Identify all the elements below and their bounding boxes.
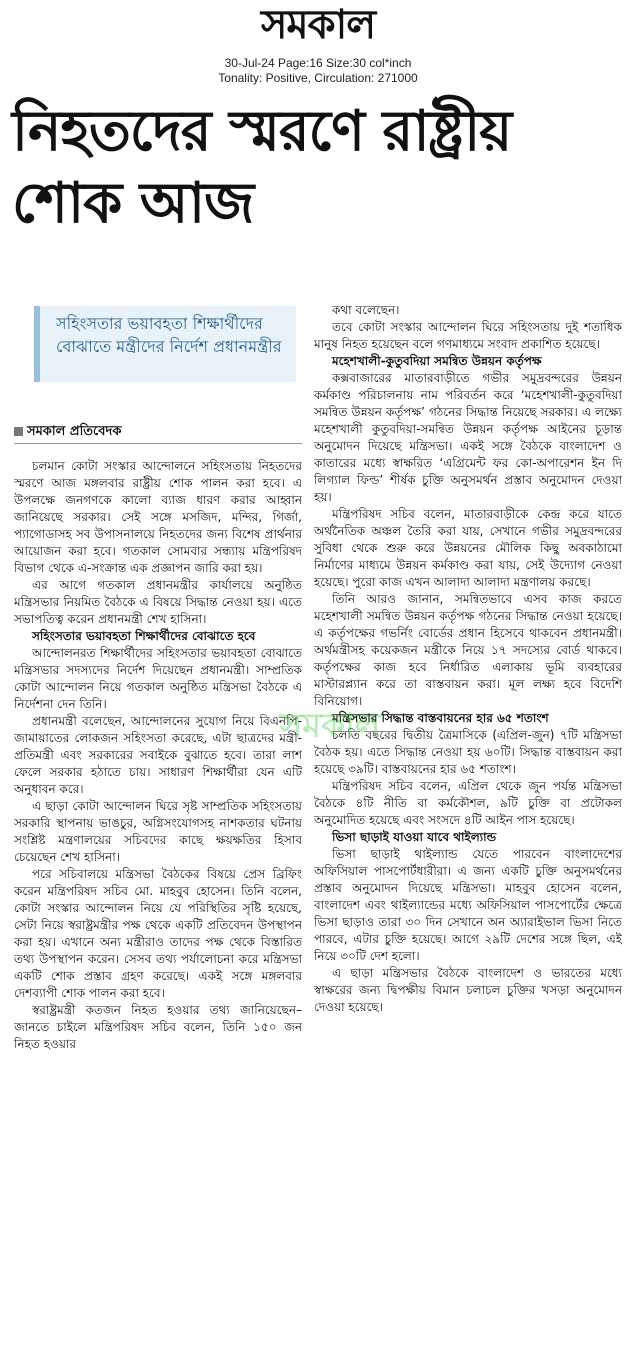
paragraph: প্রধানমন্ত্রী বলেছেন, আন্দোলনের সুযোগ নিয়ে বিএনপি-জামায়াতের লোকজন সহিংসতা করেছে, এটা ছাত্রদের মন্ত্রী-প্রতিমন্ত্রী এবং সরকারের সবাইকে বুঝাতে হবে। তারা লাশ ফেলে সরকার হঠাতে চায়। সাধারণ শিক্ষার্থীরা যেন এটি অনুধাবন করে। <box>14 714 302 796</box>
paragraph: ভিসা ছাড়াই থাইল্যান্ড যেতে পারবেন বাংলাদেশের অফিসিয়াল পাসপোর্টধারীরা। এ জন্য একটি চুক্তি অনুসমর্থনের প্রস্তাব অনুমোদন দিয়েছে মন্ত্রিসভা। মাহবুব হোসেন বলেন, বাংলাদেশ এবং থাইল্যান্ডের মধ্যে অফিসিয়াল পাসপোর্টের ক্ষেত্রে ভিসা ছাড়াও তারা ৩০ দিন সেখানে অন অ্যারাইভাল ভিসা নিতে পারবে, এটার চুক্তি হয়েছে। আগে ২৯টি দেশের সঙ্গে ছিল, এই নিয়ে ৩০টি দেশ হলো। <box>314 847 622 963</box>
section-heading: মহেশখালী-কুতুবদিয়া সমন্বিত উন্নয়ন কর্তৃপক্ষ <box>332 354 542 368</box>
paragraph: কক্সবাজারের মাতারবাড়ীতে গভীর সমুদ্রবন্দরের উন্নয়ন কর্মকাণ্ড পরিচালনায় নাম পরিবর্তন করে ‘মহেশখালী-কুতুবদিয়া সমন্বিত উন্নয়ন কর্তৃপক্ষ’ গঠনের সিদ্ধান্ত নিয়েছে সরকার। এ লক্ষ্যে মহেশখালী কুতুবদিয়া-সমন্বিত উন্নয়ন কর্তৃপক্ষ আইনের চূড়ান্ত অনুমোদন দিয়েছে মন্ত্রিসভা। একই সঙ্গে বৈঠকে বাংলাদেশ ও কাতারের মধ্যে স্বাক্ষরিত ‘এগ্রিমেন্ট ফর কো-অপারেশন ইন দি লিগ্যাল ফিল্ড’ শীর্ষক চুক্তি অনুসমর্থন প্রস্তাব অনুমোদন দেওয়া হয়। <box>314 371 622 504</box>
section-heading: সহিংসতার ভয়াবহতা শিক্ষার্থীদের বোঝাতে হবে <box>32 629 256 643</box>
paragraph: চলমান কোটা সংস্কার আন্দোলনে সহিংসতায় নিহতদের স্মরণে আজ মঙ্গলবার রাষ্ট্রীয় শোক পালন করা হবে। এ উপলক্ষে জনগণকে কালো ব্যাজ ধারণ করার আহ্বান জানিয়েছে সরকার। সেই সঙ্গে মসজিদ, মন্দির, গির্জা, প্যাগোডাসহ সব উপাসনালয়ে নিহতদের জন্য বিশেষ প্রার্থনার আয়োজন করা হবে। গতকাল সোমবার সন্ধ্যায় মন্ত্রিপরিষদ বিভাগ থেকে এ-সংক্রান্ত এক প্রজ্ঞাপন জারি করা হয়। <box>14 459 302 575</box>
newspaper-watermark: সমকাল <box>279 706 381 746</box>
byline-divider <box>14 443 302 444</box>
article-headline: নিহতদের স্মরণে রাষ্ট্রীয় শোক আজ <box>12 99 512 236</box>
article-subheadline: সহিংসতার ভয়াবহতা শিক্ষার্থীদের বোঝাতে মন্ত্রীদের নির্দেশ প্রধানমন্ত্রীর <box>34 306 296 382</box>
article-column-left <box>14 458 302 1338</box>
paragraph: মন্ত্রিপরিষদ সচিব বলেন, মাতারবাড়ীকে কেন্দ্র করে যাতে অর্থনৈতিক অঞ্চল তৈরি করা যায়, সেখানে গভীর সমুদ্রবন্দরের সুবিধা থেকে শুরু করে উন্নয়নের মৌলিক কিছু অবকাঠামো নির্মাণের মাধ্যমে উন্নয়ন কর্মকাণ্ড করা যায়, সেই উদ্যোগ নেওয়া হয়েছে। পুরো কাজ এখন আলাদা আলাদা মন্ত্রণালয় করছে। <box>314 507 622 589</box>
paragraph: তবে কোটা সংস্কার আন্দোলন ঘিরে সহিংসতায় দুই শতাধিক মানুষ নিহত হয়েছেন বলে গণমাধ্যমে সংবাদ প্রকাশিত হয়েছে। <box>314 320 622 351</box>
paragraph: তিনি আরও জানান, সমন্বিতভাবে এসব কাজ করতে মহেশখালী সমন্বিত উন্নয়ন কর্তৃপক্ষ গঠনের সিদ্ধান্ত নেওয়া হয়েছে। এ কর্তৃপক্ষের গভর্নিং বোর্ডের প্রধান হিসেবে থাকবেন প্রধানমন্ত্রী। অর্থমন্ত্রীসহ কয়েকজন মন্ত্রীকে নিয়ে ১৭ সদস্যের বোর্ড থাকবে। কর্তৃপক্ষের কাজ হবে নির্ধারিত এলাকায় ভূমি ব্যবহারের মাস্টারপ্ল্যান করে তা বাস্তবায়ন করা। মূল লক্ষ্য হবে বিদেশি বিনিয়োগ। <box>314 592 622 708</box>
paragraph: স্বরাষ্ট্রমন্ত্রী কতজন নিহত হওয়ার তথ্য জানিয়েছেন– জানতে চাইলে মন্ত্রিপরিষদ সচিব বলেন, তিনি ১৫০ জন নিহত হওয়ার <box>14 1003 302 1051</box>
paragraph: কথা বলেছেন। <box>332 303 400 317</box>
paragraph: চলতি বছরের দ্বিতীয় ত্রৈমাসিকে (এপ্রিল-জুন) ৭টি মন্ত্রিসভা বৈঠক হয়। এতে সিদ্ধান্ত নেওয়া হয় ৬০টি। সিদ্ধান্ত বাস্তবায়ন করা হয়েছে ৩৯টি। বাস্তবায়নের হার ৬৫ শতাংশ। <box>314 728 622 776</box>
clipping-meta <box>0 56 636 86</box>
paragraph: মন্ত্রিপরিষদ সচিব বলেন, এপ্রিল থেকে জুন পর্যন্ত মন্ত্রিসভা বৈঠকে ৪টি নীতি বা কর্মকৌশল, ৯টি চুক্তি বা প্রটোকল অনুমোদিত হয়েছে এবং সংসদে ৪টি আইন পাস হয়েছে। <box>314 779 622 827</box>
newspaper-masthead: সমকাল <box>260 2 376 48</box>
section-heading: মন্ত্রিসভার সিদ্ধান্ত বাস্তবায়নের হার ৬৫ শতাংশ <box>332 711 549 725</box>
paragraph: আন্দোলনরত শিক্ষার্থীদের সহিংসতার ভয়াবহতা বোঝাতে মন্ত্রিসভার সদস্যদের নির্দেশ দিয়েছেন প্রধানমন্ত্রী। সাম্প্রতিক কোটা আন্দোলন নিয়ে গতকাল অনুষ্ঠিত মন্ত্রিসভা বৈঠকে এ নির্দেশনা দেন তিনি। <box>14 646 302 711</box>
paragraph: পরে সচিবালয়ে মন্ত্রিসভা বৈঠকের বিষয়ে প্রেস ব্রিফিং করেন মন্ত্রিপরিষদ সচিব মো. মাহবুব হোসেন। তিনি বলেন, কোটা সংস্কার আন্দোলন নিয়ে যে পরিস্থিতির সৃষ্টি হয়েছে, সেটা নিয়ে স্বরাষ্ট্রমন্ত্রীর পক্ষ থেকে একটি প্রতিবেদন উপস্থাপন করা হয়। এখানে অন্য মন্ত্রীরাও তাদের পক্ষ থেকে বিস্তারিত তথ্য উপস্থাপন করেন। সেসব তথ্য পর্যালোচনা করে মন্ত্রিসভা একটি শোক প্রস্তাব গ্রহণ করেছে। একই সঙ্গে মঙ্গলবার দেশব্যাপী শোক পালন করা হবে। <box>14 867 302 1000</box>
article-column-right <box>314 302 622 1342</box>
paragraph: এর আগে গতকাল প্রধানমন্ত্রীর কার্যালয়ে অনুষ্ঠিত মন্ত্রিসভার নিয়মিত বৈঠকে এ বিষয়ে সিদ্ধান্ত নেওয়া হয়। এতে সভাপতিত্ব করেন প্রধানমন্ত্রী শেখ হাসিনা। <box>14 578 302 626</box>
paragraph: এ ছাড়া মন্ত্রিসভার বৈঠকে বাংলাদেশ ও ভারতের মধ্যে স্বাক্ষরের জন্য দ্বিপক্ষীয় বিমান চলাচল চুক্তির খসড়া অনুমোদন দেওয়া হয়েছে। <box>314 966 622 1014</box>
paragraph: এ ছাড়া কোটা আন্দোলন ঘিরে সৃষ্ট সাম্প্রতিক সহিংসতায় সরকারি স্থাপনায় ভাঙচুর, অগ্নিসংযোগসহ নাশকতার ঘটনায় সংশ্লিষ্ট মন্ত্রণালয়ের সচিবদের কাছে ক্ষয়ক্ষতির হিসাব চেয়েছেন শেখ হাসিনা। <box>14 799 302 864</box>
section-heading: ভিসা ছাড়াই যাওয়া যাবে থাইল্যান্ড <box>332 830 497 844</box>
clipping-meta-line2: Tonality: Positive, Circulation: 271000 <box>218 71 418 85</box>
article-byline: সমকাল প্রতিবেদক <box>14 424 302 440</box>
clipping-meta-line1: 30-Jul-24 Page:16 Size:30 col*inch <box>224 56 412 70</box>
